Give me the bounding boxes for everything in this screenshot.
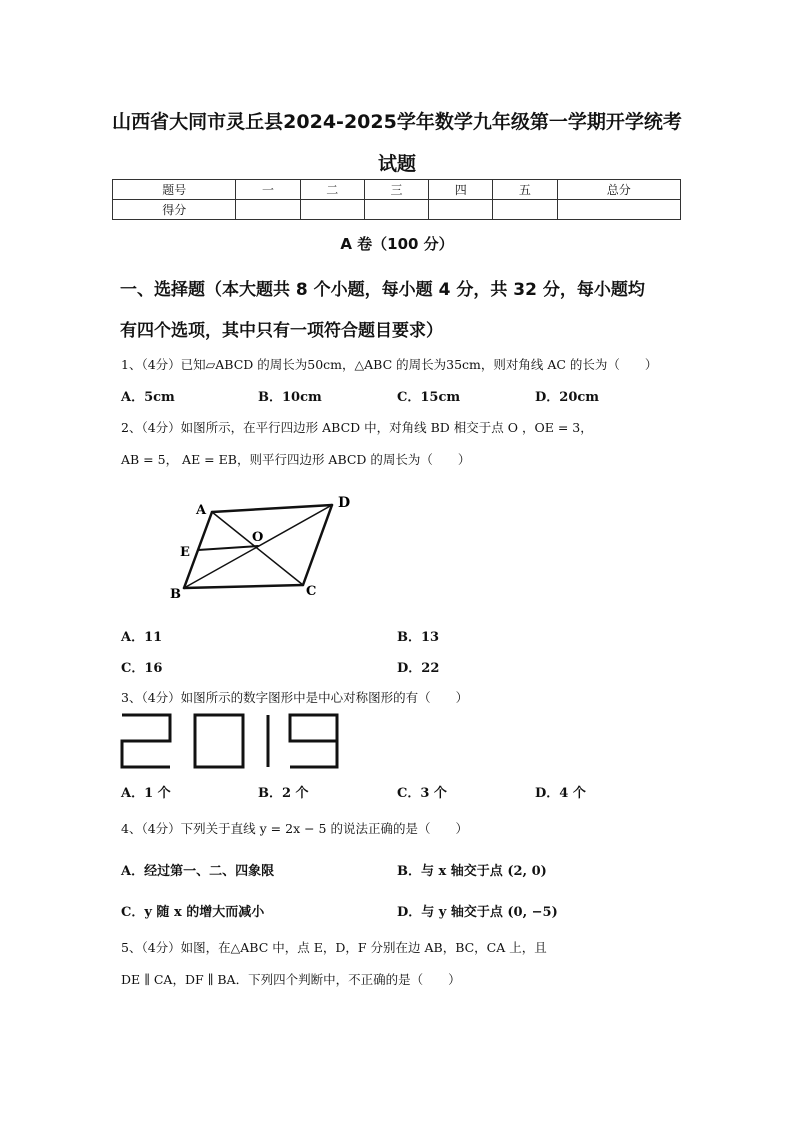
q1-option-d[interactable]: D．20cm	[535, 390, 600, 405]
score-header-cell: 四	[429, 180, 493, 200]
question-1-stem: 1、（4分）已知▱ABCD 的周长为50cm，△ABC 的周长为35cm，则对角线 AC 的长为（ ）	[121, 357, 658, 372]
q1-option-c[interactable]: C．15cm	[397, 390, 461, 405]
digit-0	[195, 715, 243, 767]
digits-2019-figure	[118, 712, 343, 772]
q3-option-d[interactable]: D．4 个	[535, 786, 586, 801]
q1-option-b[interactable]: B．10cm	[258, 390, 322, 405]
q4-option-c[interactable]: C．y 随 x 的增大而减小	[121, 905, 265, 920]
digit-9	[290, 715, 337, 767]
score-cell[interactable]	[300, 200, 364, 220]
q2-option-c[interactable]: C．16	[121, 661, 163, 676]
digits-2019-text: 2019	[118, 712, 121, 713]
question-4-stem: 4、（4分）下列关于直线 y = 2x − 5 的说法正确的是（ ）	[121, 821, 468, 836]
score-header-cell: 三	[364, 180, 428, 200]
edge-ad	[212, 505, 332, 512]
question-2-stem-line2: AB = 5， AE = EB，则平行四边形 ABCD 的周长为（ ）	[121, 452, 471, 467]
edge-cb	[184, 585, 303, 588]
q2-option-a[interactable]: A．11	[121, 630, 163, 645]
label-e: E	[180, 545, 190, 560]
score-header-cell: 总分	[557, 180, 680, 200]
page-title: 山西省大同市灵丘县2024-2025学年数学九年级第一学期开学统考	[112, 111, 682, 133]
score-cell[interactable]	[364, 200, 428, 220]
label-o: O	[252, 530, 264, 545]
q4-option-a[interactable]: A．经过第一、二、四象限	[121, 864, 275, 879]
score-header-cell: 一	[236, 180, 300, 200]
question-3-stem: 3、（4分）如图所示的数字图形中是中心对称图形的有（ ）	[121, 690, 469, 705]
label-d: D	[338, 495, 351, 511]
score-header-cell: 二	[300, 180, 364, 200]
score-row-label: 得分	[113, 200, 236, 220]
parallelogram-figure	[160, 485, 360, 605]
q2-option-d[interactable]: D．22	[397, 661, 440, 676]
score-table	[112, 179, 681, 220]
section-heading: 一、选择题（本大题共 8 个小题，每小题 4 分，共 32 分，每小题均	[120, 280, 645, 300]
q2-option-b[interactable]: B．13	[397, 630, 440, 645]
section-heading-line2: 有四个选项，其中只有一项符合题目要求）	[120, 321, 443, 341]
label-c: C	[306, 584, 317, 599]
score-cell[interactable]	[236, 200, 300, 220]
score-cell[interactable]	[557, 200, 680, 220]
edge-dc	[303, 505, 332, 585]
question-5-stem: 5、（4分）如图，在△ABC 中，点 E，D，F 分别在边 AB，BC，CA 上，且	[121, 940, 547, 955]
q1-option-a[interactable]: A．5cm	[121, 390, 175, 405]
q4-option-b[interactable]: B．与 x 轴交于点 (2, 0)	[397, 864, 547, 879]
q4-option-d[interactable]: D．与 y 轴交于点 (0, −5)	[397, 905, 558, 920]
score-table-header-row	[113, 180, 681, 200]
question-2-stem: 2、（4分）如图所示，在平行四边形 ABCD 中，对角线 BD 相交于点 O ，OE = 3，	[121, 420, 593, 435]
paper-a-heading: A 卷（100 分）	[340, 235, 454, 253]
score-header-cell: 题号	[113, 180, 236, 200]
question-5-stem-line2: DE ∥ CA，DF ∥ BA．下列四个判断中，不正确的是（ ）	[121, 972, 461, 987]
score-cell[interactable]	[493, 200, 557, 220]
q3-option-b[interactable]: B．2 个	[258, 786, 309, 801]
score-table-score-row	[113, 200, 681, 220]
q3-option-a[interactable]: A．1 个	[121, 786, 171, 801]
segment-eo	[198, 546, 258, 550]
score-header-cell: 五	[493, 180, 557, 200]
digit-2	[122, 715, 170, 767]
score-cell[interactable]	[429, 200, 493, 220]
label-a: A	[196, 503, 207, 518]
label-b: B	[170, 587, 181, 602]
q3-option-c[interactable]: C．3 个	[397, 786, 447, 801]
page-title-line2: 试题	[377, 153, 416, 175]
